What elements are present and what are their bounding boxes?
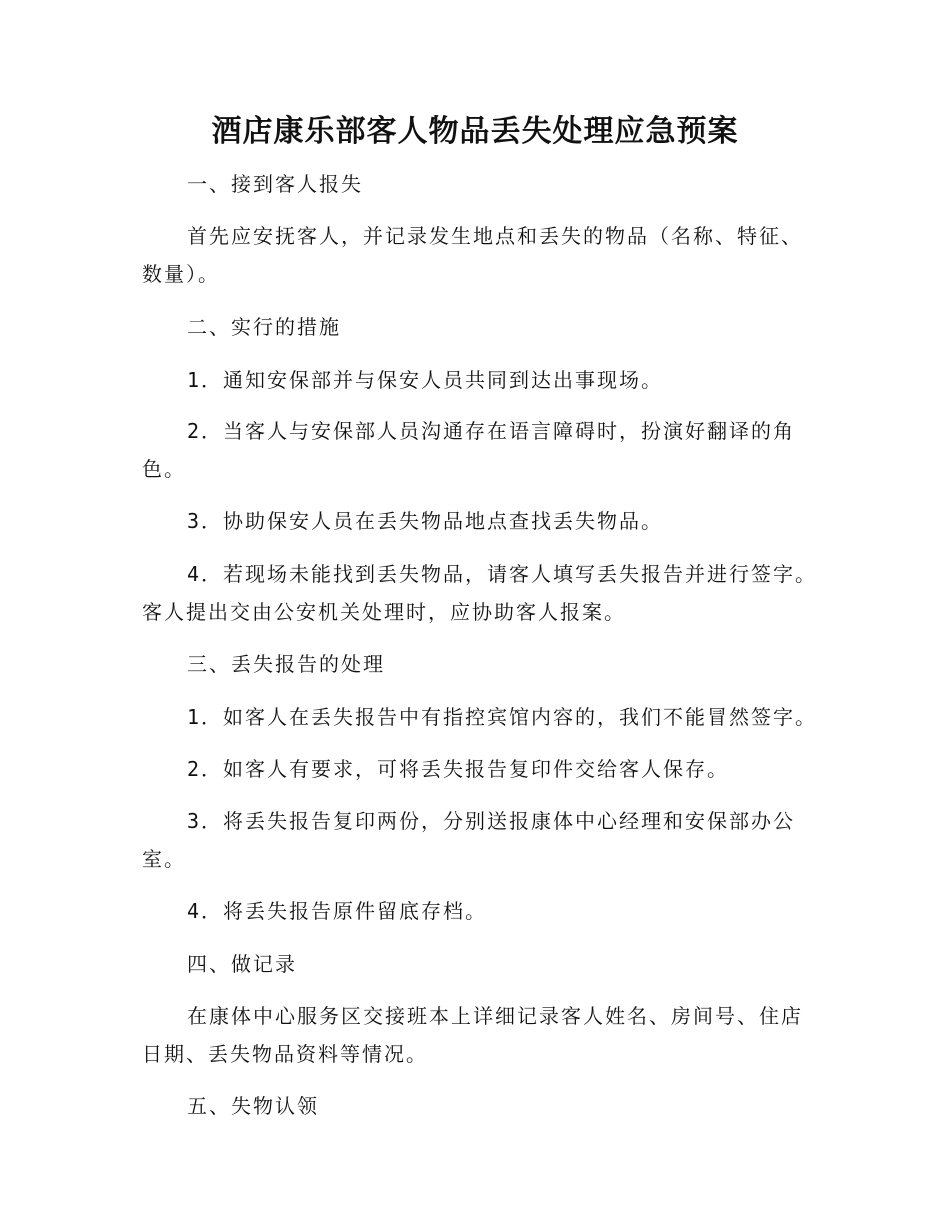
document-title: 酒店康乐部客人物品丢失处理应急预案 [211,114,739,149]
paragraph-line: 日期、丢失物品资料等情况。 [142,1042,428,1066]
list-item: 4．若现场未能找到丢失物品，请客人填写丢失报告并进行签字。 [187,562,818,586]
paragraph-line: 在康体中心服务区交接班本上详细记录客人姓名、房间号、住店 [187,1004,803,1028]
section-heading-1: 一、接到客人报失 [187,172,363,196]
list-item: 3．将丢失报告复印两份，分别送报康体中心经理和安保部办公 [187,809,796,833]
list-item-continuation: 室。 [142,847,186,871]
list-item-continuation: 色。 [142,457,186,481]
paragraph-line: 首先应安抚客人，并记录发生地点和丢失的物品（名称、特征、 [187,224,803,248]
list-item-continuation: 客人提出交由公安机关处理时，应协助客人报案。 [142,600,626,624]
paragraph-line: 数量）。 [142,262,220,286]
section-heading-2: 二、实行的措施 [187,315,341,339]
section-heading-5: 五、失物认领 [187,1094,319,1118]
list-item: 2．当客人与安保部人员沟通存在语言障碍时，扮演好翻译的角 [187,419,796,443]
list-item: 3．协助保安人员在丢失物品地点查找丢失物品。 [187,509,664,533]
list-item: 1．通知安保部并与保安人员共同到达出事现场。 [187,368,664,392]
section-heading-3: 三、丢失报告的处理 [187,652,385,676]
list-item: 1．如客人在丢失报告中有指控宾馆内容的，我们不能冒然签字。 [187,705,818,729]
section-heading-4: 四、做记录 [187,952,297,976]
list-item: 2．如客人有要求，可将丢失报告复印件交给客人保存。 [187,757,730,781]
list-item: 4．将丢失报告原件留底存档。 [187,899,488,923]
